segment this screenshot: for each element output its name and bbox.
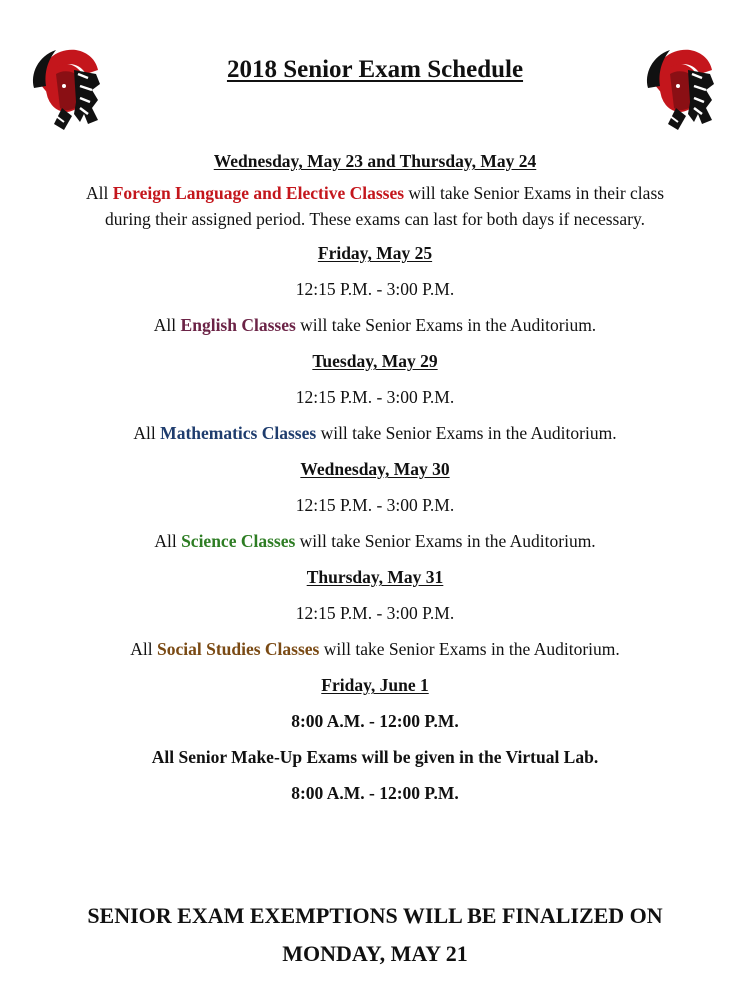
section-description: during their assigned period. These exams can last for both days if necessary. — [105, 209, 645, 229]
section-description: All English Classes will take Senior Exams in the Auditorium. — [153, 315, 597, 335]
section-description: All Social Studies Classes will take Senior Exams in the Auditorium. — [130, 639, 620, 659]
section-description: All Mathematics Classes will take Senior Exams in the Auditorium. — [133, 423, 617, 443]
exam-time: 12:15 P.M. - 3:00 P.M. — [295, 603, 455, 623]
makeup-exam-notice: All Senior Make-Up Exams will be given in the Virtual Lab. — [151, 747, 599, 767]
page-title: 2018 Senior Exam Schedule — [226, 56, 524, 83]
schedule-body — [0, 149, 750, 806]
section-heading: Friday, May 25 — [317, 243, 433, 263]
english-highlight: English Classes — [180, 315, 296, 335]
mathematics-highlight: Mathematics Classes — [160, 423, 317, 443]
exemptions-notice: SENIOR EXAM EXEMPTIONS WILL BE FINALIZED ON MONDAY, MAY 21 — [87, 903, 663, 966]
section-heading: Wednesday, May 23 and Thursday, May 24 — [213, 151, 537, 171]
exam-time: 12:15 P.M. - 3:00 P.M. — [295, 495, 455, 515]
section-description: All Foreign Language and Elective Classes will take Senior Exams in their class — [85, 183, 665, 203]
section-heading: Tuesday, May 29 — [312, 351, 438, 371]
section-heading: Wednesday, May 30 — [300, 459, 450, 479]
foreign-language-highlight: Foreign Language and Elective Classes — [112, 183, 405, 203]
social-studies-highlight: Social Studies Classes — [156, 639, 320, 659]
section-heading: Friday, June 1 — [321, 675, 429, 695]
section-description: All Science Classes will take Senior Exams in the Auditorium. — [154, 531, 596, 551]
exam-time: 12:15 P.M. - 3:00 P.M. — [295, 279, 455, 299]
exam-time: 12:15 P.M. - 3:00 P.M. — [295, 387, 455, 407]
exam-time: 8:00 A.M. - 12:00 P.M. — [291, 783, 459, 803]
science-highlight: Science Classes — [181, 531, 296, 551]
section-heading: Thursday, May 31 — [306, 567, 444, 587]
exam-time: 8:00 A.M. - 12:00 P.M. — [291, 711, 459, 731]
